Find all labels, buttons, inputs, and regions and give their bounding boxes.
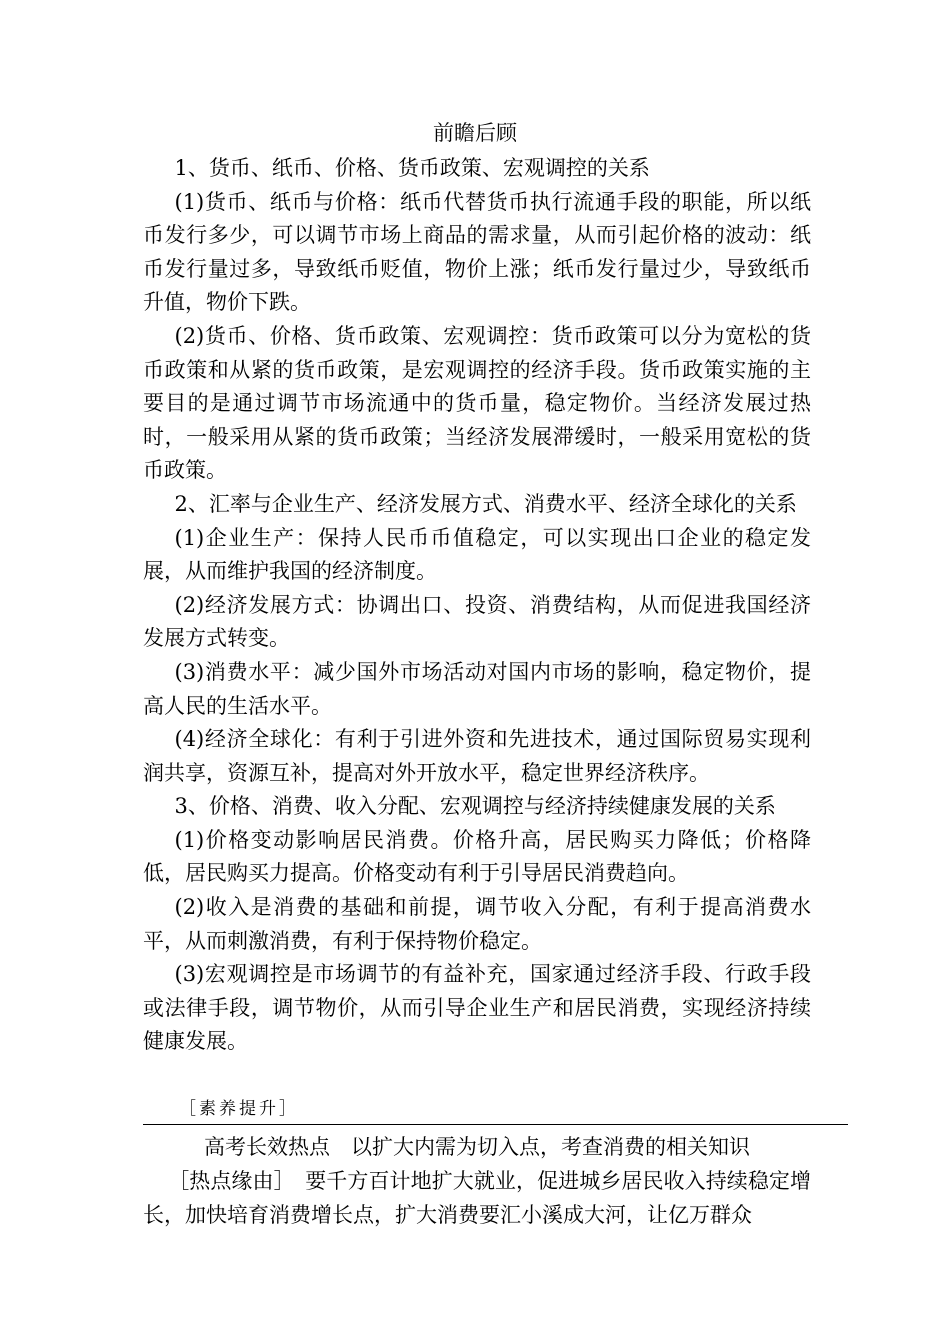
paragraph: (2)收入是消费的基础和前提，调节收入分配，有利于提高消费水平，从而刺激消费，有利于保持物价稳定。: [143, 895, 811, 953]
paragraph: (4)经济全球化：有利于引进外资和先进技术，通过国际贸易实现利润共享，资源互补，提高对外开放水平，稳定世界经济秩序。: [143, 727, 811, 785]
section-divider: [143, 1090, 848, 1125]
paragraph: (2)货币、价格、货币政策、宏观调控：货币政策可以分为宽松的货币政策和从紧的货币政策，是宏观调控的经济手段。货币政策实施的主要目的是通过调节市场流通中的货币量，稳定物价。当经济发展过热时，一般采用从紧的货币政策；当经济发展滞缓时，一般采用宽松的货币政策。: [143, 323, 811, 483]
paragraph: (1)企业生产：保持人民币币值稳定，可以实现出口企业的稳定发展，从而维护我国的经济制度。: [143, 525, 811, 584]
heading-2: 2、汇率与企业生产、经济发展方式、消费水平、经济全球化的关系: [174, 491, 797, 516]
section-tag: ［素养提升］: [179, 1099, 299, 1119]
paragraph: (1)价格变动影响居民消费。价格升高，居民购买力降低；价格降低，居民购买力提高。价格变动有利于引导居民消费趋向。: [143, 827, 811, 886]
paragraph: (2)经济发展方式：协调出口、投资、消费结构，从而促进我国经济发展方式转变。: [143, 592, 811, 651]
paragraph: (1)货币、纸币与价格：纸币代替货币执行流通手段的职能，所以纸币发行多少，可以调节市场上商品的需求量，从而引起价格的波动：纸币发行量过多，导致纸币贬值，物价上涨；纸币发行量过少，导致纸币升值，物价下跌。: [143, 189, 811, 315]
page-title: 前瞻后顾: [433, 121, 517, 145]
paragraph: (3)消费水平：减少国外市场活动对国内市场的影响，稳定物价，提高人民的生活水平。: [143, 659, 811, 718]
hot-topic-heading: 高考长效热点 以扩大内需为切入点，考查消费的相关知识: [204, 1135, 750, 1159]
paragraph: (3)宏观调控是市场调节的有益补充，国家通过经济手段、行政手段或法律手段，调节物价，从而引导企业生产和居民消费，实现经济持续健康发展。: [143, 962, 811, 1054]
heading-1: 1、货币、纸币、价格、货币政策、宏观调控的关系: [174, 156, 650, 180]
heading-3: 3、价格、消费、收入分配、宏观调控与经济持续健康发展的关系: [174, 794, 776, 819]
hot-topic-paragraph: ［热点缘由］ 要千方百计地扩大就业，促进城乡居民收入持续稳定增长，加快培育消费增长点，扩大消费要汇小溪成大河，让亿万群众: [143, 1169, 811, 1227]
hot-topic-section: [143, 1130, 811, 1232]
main-text: [143, 152, 811, 1059]
